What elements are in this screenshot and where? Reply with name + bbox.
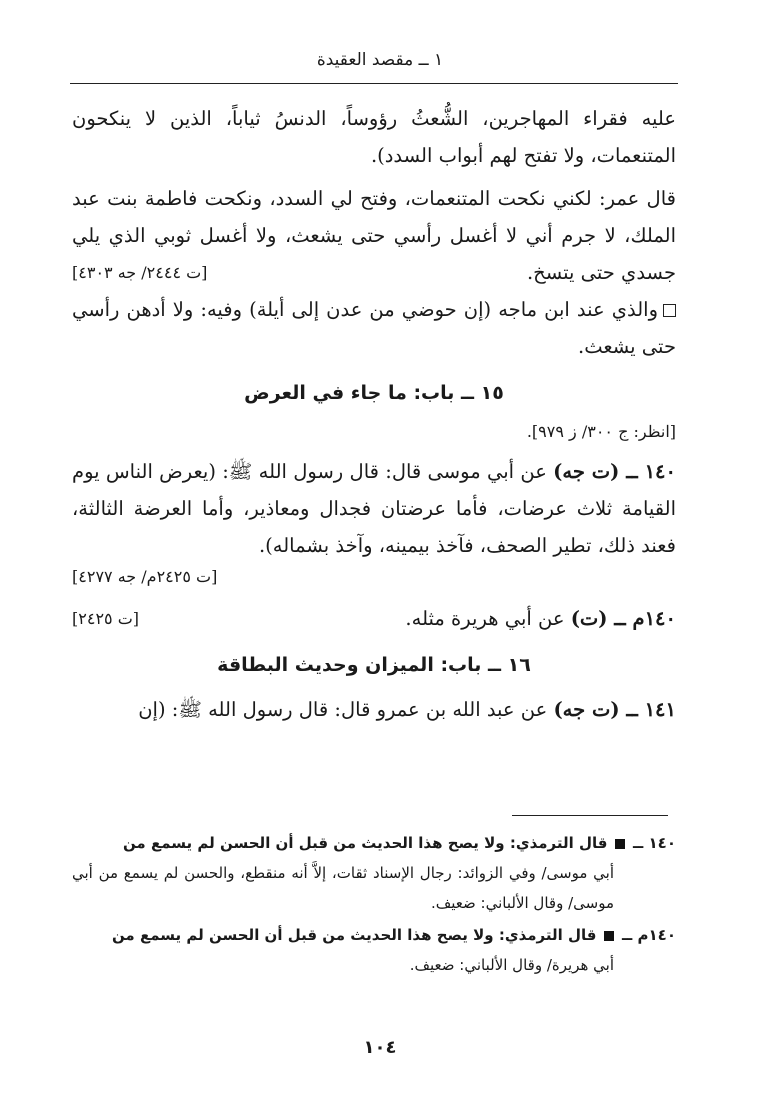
footnote-140-continuation: أبي موسى/ وفي الزوائد: رجال الإسناد ثقات، إلاَّ أنه منقطع، والحسن لم يسمع من أبي موسى/ وقال الألباني: ضعيف. xyxy=(72,864,614,912)
hadith-141 xyxy=(72,691,676,728)
footnote-140m-line-1: قال الترمذي: ولا يصح هذا الحديث من قبل أن الحسن لم يسمع من xyxy=(111,926,597,944)
hadith-140m xyxy=(72,600,676,637)
square-bullet-icon xyxy=(663,304,676,317)
chapter-heading-16: ١٦ ــ باب: الميزان وحديث البطاقة xyxy=(217,654,531,676)
paragraph-1: عليه فقراء المهاجرين، الشُّعثُ رؤوساً، الدنسُ ثياباً، الذين لا ينكحون المتنعمات، ولا تفتح لهم أبواب السدد). xyxy=(72,107,676,167)
hadith-140-ref: [ت ٢٤٢٥م/ جه ٤٢٧٧] xyxy=(72,567,218,586)
hadith-140-text: عن أبي موسى قال: قال رسول الله ﷺ: (يعرض الناس يوم القيامة ثلاث عرضات، فأما عرضتان فجدال ومعاذير، وأما العرضة الثالثة، فعند ذلك، تطير الصحف، فآخذ بيمينه، وآخذ بشماله). xyxy=(72,460,676,557)
see-reference: [انظر: ج ٣٠٠/ ز ٩٧٩]. xyxy=(526,422,676,441)
paragraph-2-text: قال عمر: لكني نكحت المتنعمات، وفتح لي السدد، ونكحت فاطمة بنت عبد الملك، لا جرم أني لا أغسل رأسي حتى يشعث، ولا أغسل ثوبي الذي يلي جسدي حتى يتسخ. xyxy=(72,187,676,284)
paragraph-3 xyxy=(72,291,676,365)
footnote-140m-continuation: أبي هريرة/ وقال الألباني: ضعيف. xyxy=(409,956,614,974)
footnote-rule xyxy=(512,815,668,816)
hadith-140m-number: ١٤٠م ــ (ت) xyxy=(570,607,676,630)
hadith-140m-ref: [ت ٢٤٢٥] xyxy=(72,609,140,628)
paragraph-3-text: والذي عند ابن ماجه (إن حوضي من عدن إلى أيلة) وفيه: ولا أدهن رأسي حتى يشعث. xyxy=(72,298,676,358)
footnote-140-number: ١٤٠ ــ xyxy=(633,834,676,852)
running-head: ١ ــ مقصد العقيدة xyxy=(316,50,444,70)
citation-ref: [ت ٢٤٤٤/ جه ٤٣٠٣] xyxy=(72,263,208,282)
chapter-heading-15: ١٥ ــ باب: ما جاء في العرض xyxy=(244,382,504,404)
hadith-140m-text: عن أبي هريرة مثله. xyxy=(405,607,565,630)
hadith-141-number: ١٤١ ــ (ت جه) xyxy=(553,698,676,721)
footnote-140 xyxy=(72,828,676,918)
hadith-140 xyxy=(72,453,676,564)
main-text xyxy=(72,100,676,734)
footnote-140m xyxy=(72,920,676,980)
footnote-140m-number: ١٤٠م ــ xyxy=(622,926,676,944)
hadith-141-text: عن عبد الله بن عمرو قال: قال رسول الله ﷺ: (إن xyxy=(138,698,548,721)
black-square-icon xyxy=(615,839,625,849)
paragraph-2 xyxy=(72,180,676,291)
page-number: ١٠٤ xyxy=(363,1037,397,1058)
black-square-icon xyxy=(604,931,614,941)
footnotes xyxy=(72,828,676,982)
header-rule xyxy=(70,83,678,84)
footnote-140-line-1: قال الترمذي: ولا يصح هذا الحديث من قبل أن الحسن لم يسمع من xyxy=(122,834,608,852)
hadith-140-number: ١٤٠ ــ (ت جه) xyxy=(553,460,676,483)
